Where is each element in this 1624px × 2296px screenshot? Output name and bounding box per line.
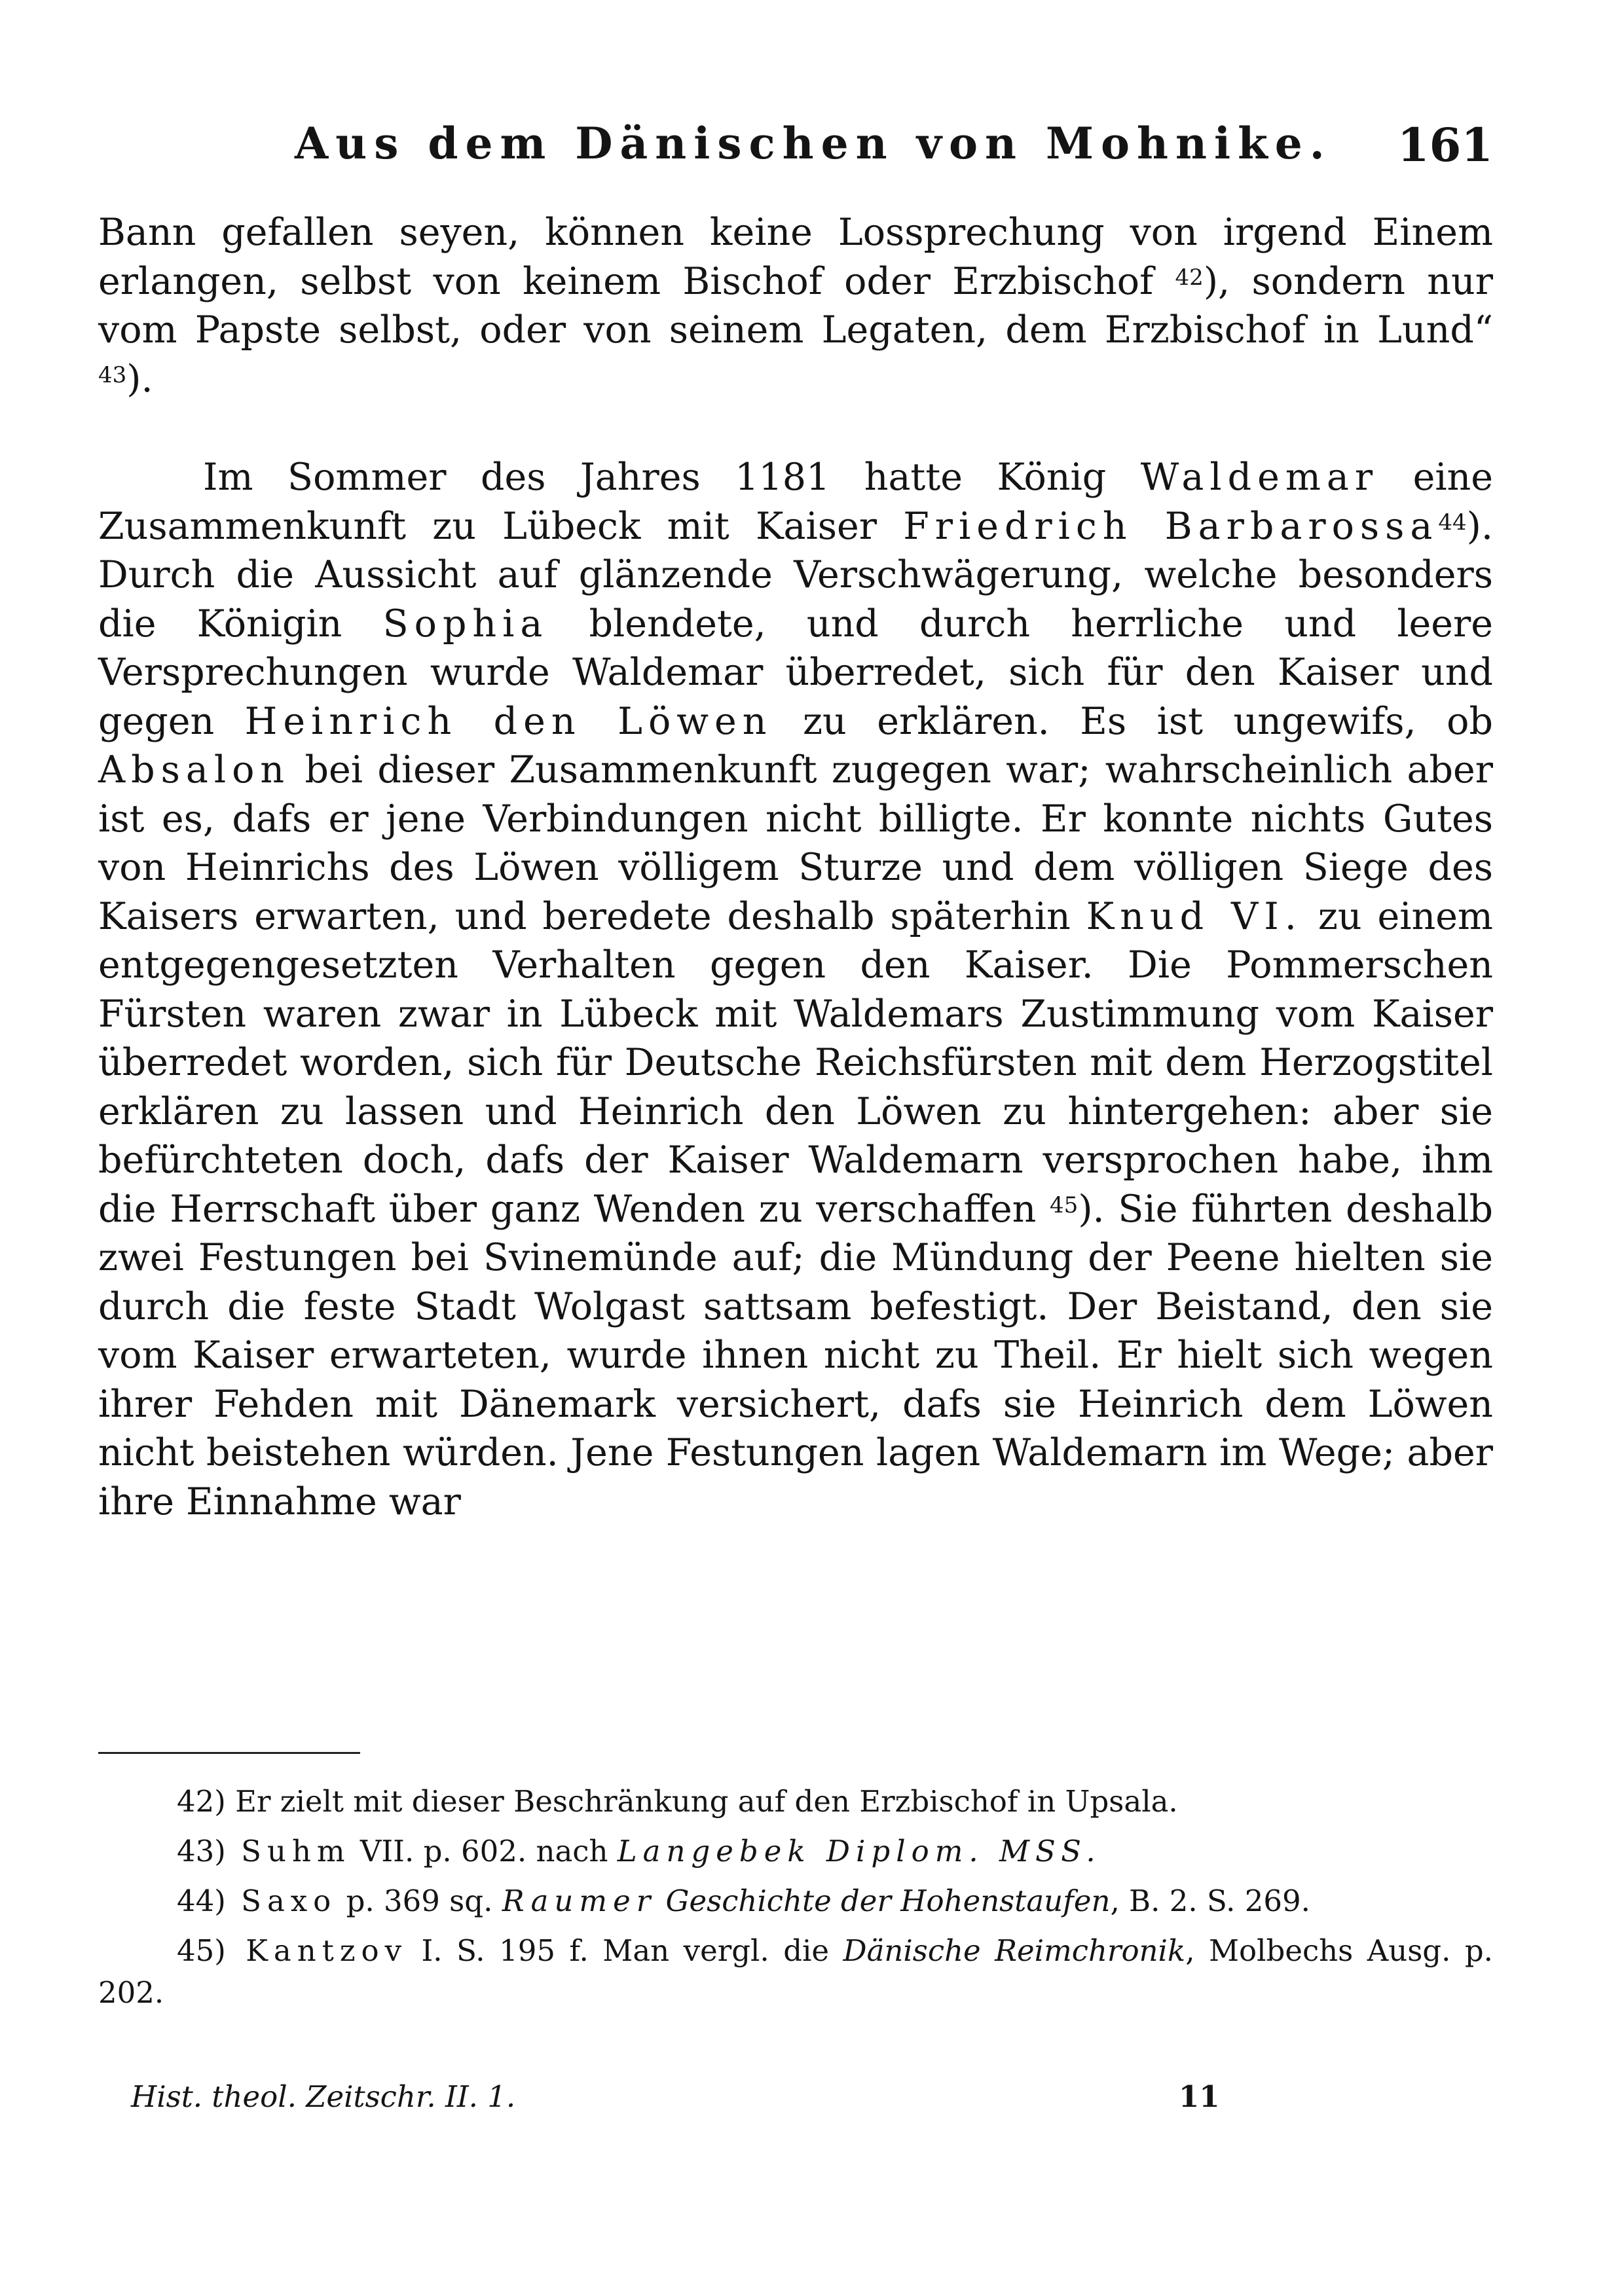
text-run: zu einem entgegengesetzten Verhalten gegen den Kaiser. Die Pommerschen Fürsten waren zwar in Lübeck mit Waldemars Zustimmung vom Kaiser überredet worden, sich für Deutsche Reichsfürsten mit dem Herzogstitel erklären zu lassen und Heinrich den Löwen zu hintergehen: aber sie befürchteten doch, dafs der Kaiser Waldemarn versprochen habe, ihm die Herrschaft über ganz Wenden zu verschaffen [98,894,1493,1231]
running-title: Aus dem Dänischen von Mohnike. [295,118,1332,169]
footnote-text: I. S. 195 f. Man vergl. die [407,1933,843,1968]
sheet-number: 11 [1179,2079,1220,2114]
page-header [98,118,1493,190]
footnote-ref-44: 44 [1438,509,1467,536]
footnote-author: Saxo [225,1884,337,1918]
spaced-name: Absalon [98,748,291,792]
footnote-45 [98,1930,1493,2014]
footnote-42 [98,1781,1493,1823]
text-run: ), sondern nur vom Papste selbst, oder von seinem Legaten, dem Erzbischof in Lund“ [98,259,1493,352]
footnote-43 [98,1831,1493,1872]
footnote-ref-45: 45 [1050,1192,1079,1218]
text-run: Bann gefallen seyen, können keine Lossprechung von irgend Einem erlangen, selbst von keinem Bischof oder Erzbischof [98,211,1493,303]
footnote-author: Kantzov [225,1933,408,1968]
footnote-text: p. 369 sq. [337,1884,502,1918]
footnote-number: 44) [177,1884,226,1918]
footnote-ref-43: 43 [98,361,127,388]
footnote-author: Suhm [225,1834,351,1868]
signature-line [98,2079,1493,2125]
footnote-source: Dänische Reimchronik [843,1933,1186,1968]
footnote-44 [98,1880,1493,1922]
spaced-name: Heinrich den Löwen [244,699,773,743]
footnote-text: Er zielt mit dieser Beschränkung auf den Erzbischof in Upsala. [225,1784,1178,1819]
text-run: zu erklären. Es ist ungewifs, ob [772,699,1493,743]
body-text [98,208,1493,1526]
journal-signature: Hist. theol. Zeitschr. II. 1. [131,2079,516,2114]
footnote-source: Langebek Diplom. MSS. [617,1834,1101,1868]
footnotes [98,1781,1493,2014]
footnote-source: Geschichte der Hohenstaufen [665,1884,1111,1918]
text-run: blendete, und durch herrliche und leere Versprechungen wurde Waldemar überredet, sich für den Kaiser und gegen [98,602,1493,743]
footnote-number: 42) [177,1784,226,1819]
spaced-name: Knud VI. [1086,894,1302,938]
footnote-author-2: Raumer [502,1884,657,1918]
text-run: ). [126,357,153,401]
footnote-text: VII. p. 602. nach [350,1834,618,1868]
text-run: eine Zusammenkunft zu Lübeck mit Kaiser [98,456,1493,548]
page-number: 161 [1397,118,1493,172]
paragraph-1 [98,208,1493,403]
text-run: ). Durch die Aussicht auf glänzende Verschwägerung, welche besonders die Königin [98,504,1493,646]
text-run: bei dieser Zusammenkunft zugegen war; wahrscheinlich aber ist es, dafs er jene Verbindungen nicht billigte. Er konnte nichts Gutes von Heinrichs des Löwen völligem Sturze und dem völligen Siege des Kaisers erwarten, und beredete deshalb späterhin [98,748,1493,938]
spaced-name: Waldemar [1140,456,1379,499]
footnote-ref-42: 42 [1175,264,1204,291]
spaced-name: Friedrich Barbarossa [903,504,1439,548]
footnote-number: 45) [177,1933,226,1968]
footnote-text [656,1884,665,1918]
text-run: ). Sie führten deshalb zwei Festungen bei Svinemünde auf; die Mündung der Peene hielten sie durch die feste Stadt Wolgast sattsam befestigt. Der Beistand, den sie vom Kaiser erwarteten, wurde ihnen nicht zu Theil. Er hielt sich wegen ihrer Fehden mit Dänemark versichert, dafs sie Heinrich dem Löwen nicht beistehen würden. Jene Festungen lagen Waldemarn im Wege; aber ihre Einnahme war [98,1187,1493,1523]
text-run: Im Sommer des Jahres 1181 hatte König [203,456,1141,499]
footnote-number: 43) [177,1834,226,1868]
footnote-text: , B. 2. S. 269. [1110,1884,1310,1918]
spaced-name: Sophia [382,602,549,646]
paragraph-2 [98,453,1493,1526]
footnote-text: , Molbechs Ausg. p. 202. [98,1933,1493,2010]
footnote-divider [98,1752,360,1754]
